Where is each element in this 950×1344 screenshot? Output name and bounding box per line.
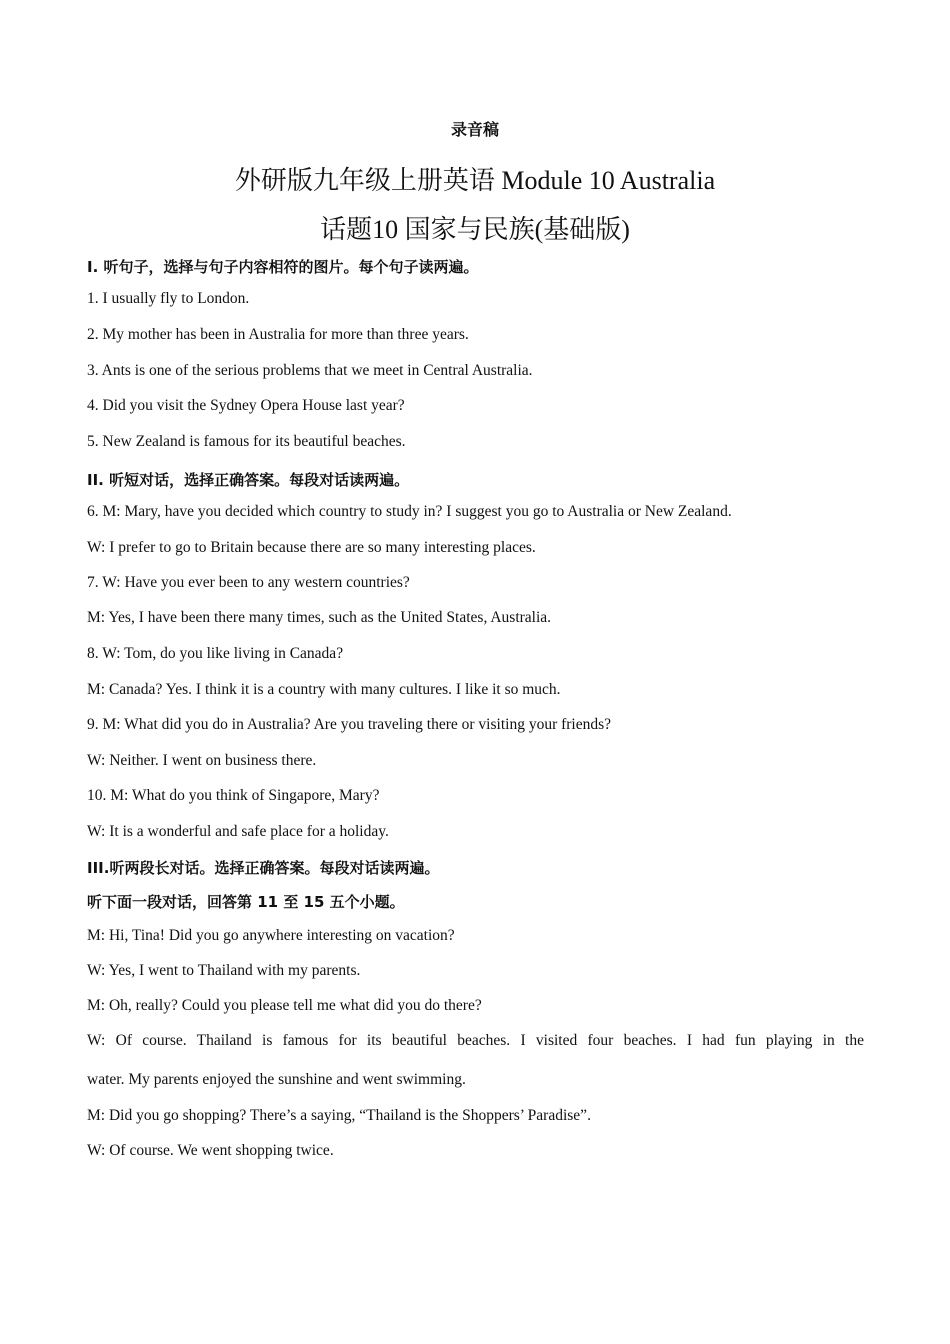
sentence-item: 2. My mother has been in Australia for more than three years. (87, 326, 469, 343)
section-3-subheading: 听下面一段对话，回答第 11 至 15 五个小题。 (87, 893, 405, 911)
section-2-heading: II. 听短对话，选择正确答案。每段对话读两遍。 (87, 471, 410, 489)
sentence-item: 1. I usually fly to London. (87, 290, 250, 307)
sentence-item: 5. New Zealand is famous for its beautiful beaches. (87, 433, 406, 450)
dialogue-line: W: It is a wonderful and safe place for a holiday. (87, 823, 389, 840)
dialogue-line: M: Oh, really? Could you please tell me what did you do there? (87, 997, 482, 1014)
dialogue-line: 6. M: Mary, have you decided which country to study in? I suggest you go to Australia or New Zealand. (87, 503, 732, 520)
dialogue-line: M: Yes, I have been there many times, such as the United States, Australia. (87, 609, 552, 626)
document-subtitle: 话题10 国家与民族(基础版) (320, 215, 630, 244)
dialogue-line: M: Canada? Yes. I think it is a country with many cultures. I like it so much. (87, 681, 561, 698)
document-title: 外研版九年级上册英语 Module 10 Australia (234, 166, 716, 195)
sentence-item: 4. Did you visit the Sydney Opera House last year? (87, 397, 405, 414)
dialogue-line: water. My parents enjoyed the sunshine and went swimming. (87, 1071, 466, 1088)
dialogue-line: M: Did you go shopping? There’s a saying, “Thailand is the Shoppers’ Paradise”. (87, 1107, 591, 1124)
dialogue-line: 7. W: Have you ever been to any western countries? (87, 574, 410, 591)
dialogue-line: W: Of course. We went shopping twice. (87, 1142, 334, 1159)
dialogue-line: W: I prefer to go to Britain because there are so many interesting places. (87, 539, 536, 556)
dialogue-line: W: Yes, I went to Thailand with my parents. (87, 962, 361, 979)
dialogue-line: 9. M: What did you do in Australia? Are you traveling there or visiting your friends? (87, 716, 612, 733)
dialogue-line: W: Neither. I went on business there. (87, 752, 317, 769)
dialogue-line: W: Of course. Thailand is famous for its beautiful beaches. I visited four beaches. I had fun playing in the (87, 1032, 864, 1049)
dialogue-line: 10. M: What do you think of Singapore, Mary? (87, 787, 380, 804)
dialogue-line: M: Hi, Tina! Did you go anywhere interesting on vacation? (87, 927, 455, 944)
section-1-heading: Ⅰ. 听句子，选择与句子内容相符的图片。每个句子读两遍。 (87, 258, 479, 276)
section-3-heading: III.听两段长对话。选择正确答案。每段对话读两遍。 (87, 859, 440, 877)
dialogue-line: 8. W: Tom, do you like living in Canada? (87, 645, 344, 662)
sentence-item: 3. Ants is one of the serious problems that we meet in Central Australia. (87, 362, 533, 379)
transcript-label: 录音稿 (450, 120, 499, 139)
